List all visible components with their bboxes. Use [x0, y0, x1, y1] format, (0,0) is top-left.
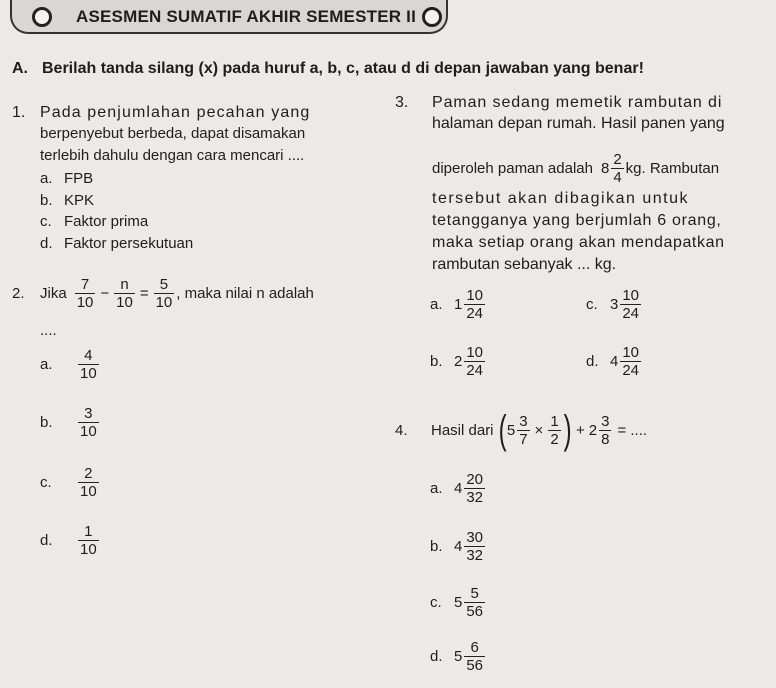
q4-option-c[interactable] — [430, 586, 487, 619]
q2-fraction-2: $\frac{n}{10}$ — [116, 276, 133, 311]
q3-option-b[interactable] — [430, 345, 487, 378]
option-letter: b. — [40, 192, 53, 209]
q3-line-3-pre: diperoleh paman adalah — [432, 160, 593, 177]
q4-number: 4. — [395, 421, 408, 439]
header-banner — [10, 0, 448, 34]
option-mixed-number: 1 $\frac{10}{24}$ — [454, 287, 484, 322]
q1-line-2: berpenyebut berbeda, dapat disamakan — [40, 125, 306, 142]
q2-prefix: Jika — [40, 285, 67, 302]
ring-icon-left — [32, 7, 52, 27]
option-letter: a. — [430, 296, 443, 313]
option-text: Faktor prima — [64, 213, 149, 230]
option-mixed-number: 5 $\frac{5}{56}$ — [454, 585, 484, 620]
q2-option-b[interactable] — [40, 406, 101, 439]
q2-option-d[interactable] — [40, 524, 101, 557]
option-fraction: $\frac{1}{10}$ — [80, 523, 97, 558]
q3-option-c[interactable] — [586, 288, 643, 321]
option-fraction: $\frac{2}{10}$ — [80, 465, 97, 500]
q1-option-a[interactable] — [40, 170, 93, 187]
option-text: Faktor persekutuan — [64, 235, 194, 252]
q3-line-6: maka setiap orang akan mendapatkan — [432, 234, 725, 251]
option-fraction: $\frac{4}{10}$ — [80, 347, 97, 382]
q2-option-a[interactable] — [40, 348, 101, 381]
q4-option-b[interactable] — [430, 530, 487, 563]
equals-sign: = — [139, 285, 149, 302]
option-letter: b. — [430, 538, 443, 555]
option-letter: b. — [40, 414, 53, 431]
option-mixed-number: 2 $\frac{10}{24}$ — [454, 344, 484, 379]
q3-option-d[interactable] — [586, 345, 643, 378]
option-text: KPK — [64, 192, 95, 209]
q3-line-7: rambutan sebanyak ... kg. — [432, 256, 617, 273]
option-letter: a. — [430, 480, 443, 497]
option-letter: d. — [430, 648, 443, 665]
q1-option-b[interactable] — [40, 192, 94, 209]
q4-option-a[interactable] — [430, 472, 487, 505]
option-letter: d. — [40, 532, 53, 549]
q3-amount: 8 $\frac{2}{4}$ — [600, 151, 622, 186]
q3-line-5: tetangganya yang berjumlah 6 orang, — [432, 212, 722, 229]
option-letter: c. — [40, 213, 52, 230]
q3-line-3-post: kg. Rambutan — [625, 160, 720, 177]
option-letter: c. — [40, 474, 52, 491]
q2-fraction-3: $\frac{5}{10}$ — [155, 276, 173, 311]
q3-line-1: Paman sedang memetik rambutan di — [432, 94, 723, 111]
q1-number: 1. — [12, 104, 26, 121]
q3-line-3 — [432, 152, 719, 185]
option-letter: b. — [430, 353, 443, 370]
ring-icon-right — [422, 7, 442, 27]
q2-option-c[interactable] — [40, 466, 101, 499]
plus-sign: + — [575, 421, 585, 439]
minus-sign: − — [100, 285, 110, 302]
q4-fraction: $\frac{1}{2}$ — [550, 412, 559, 448]
q2-suffix: , maka nilai n adalah — [176, 285, 314, 302]
option-text: FPB — [64, 170, 94, 187]
q2-number: 2. — [12, 285, 25, 302]
times-sign: × — [534, 421, 544, 439]
page-title: ASESMEN SUMATIF AKHIR SEMESTER II — [76, 7, 417, 26]
q4-stem — [395, 410, 647, 450]
option-letter: c. — [586, 296, 598, 313]
option-letter: d. — [40, 235, 53, 252]
option-mixed-number: 4 $\frac{10}{24}$ — [610, 344, 640, 379]
section-letter: A. — [12, 60, 28, 77]
option-fraction: $\frac{3}{10}$ — [80, 405, 97, 440]
option-mixed-number: 4 $\frac{20}{32}$ — [454, 471, 484, 506]
left-paren: ( — [498, 408, 507, 452]
option-mixed-number: 4 $\frac{30}{32}$ — [454, 529, 484, 564]
q2-stem — [12, 277, 314, 310]
q1-line-3: terlebih dahulu dengan cara mencari .... — [40, 147, 305, 164]
q2-dots: .... — [40, 322, 57, 339]
q4-prefix: Hasil dari — [431, 421, 494, 439]
right-paren: ) — [563, 408, 572, 452]
q3-line-4: tersebut akan dibagikan untuk — [432, 190, 689, 207]
q1-line-1: Pada penjumlahan pecahan yang — [40, 104, 311, 121]
q4-suffix: = .... — [617, 421, 648, 439]
q3-number: 3. — [395, 94, 409, 111]
option-letter: a. — [40, 170, 53, 187]
q1-option-c[interactable] — [40, 213, 148, 230]
option-letter: d. — [586, 353, 599, 370]
q4-mixed-1: 5 $\frac{3}{7}$ — [506, 412, 528, 448]
q3-option-a[interactable] — [430, 288, 487, 321]
option-mixed-number: 5 $\frac{6}{56}$ — [454, 639, 484, 674]
q3-line-2: halaman depan rumah. Hasil panen yang — [432, 115, 725, 132]
q1-option-d[interactable] — [40, 235, 193, 252]
q2-fraction-1: $\frac{7}{10}$ — [76, 276, 94, 311]
q4-option-d[interactable] — [430, 640, 487, 673]
option-letter: c. — [430, 594, 442, 611]
section-instruction: Berilah tanda silang (x) pada huruf a, b, c, atau d di depan jawaban yang benar! — [42, 60, 644, 77]
option-letter: a. — [40, 356, 53, 373]
q4-mixed-2: 2 $\frac{3}{8}$ — [588, 412, 610, 448]
option-mixed-number: 3 $\frac{10}{24}$ — [610, 287, 640, 322]
